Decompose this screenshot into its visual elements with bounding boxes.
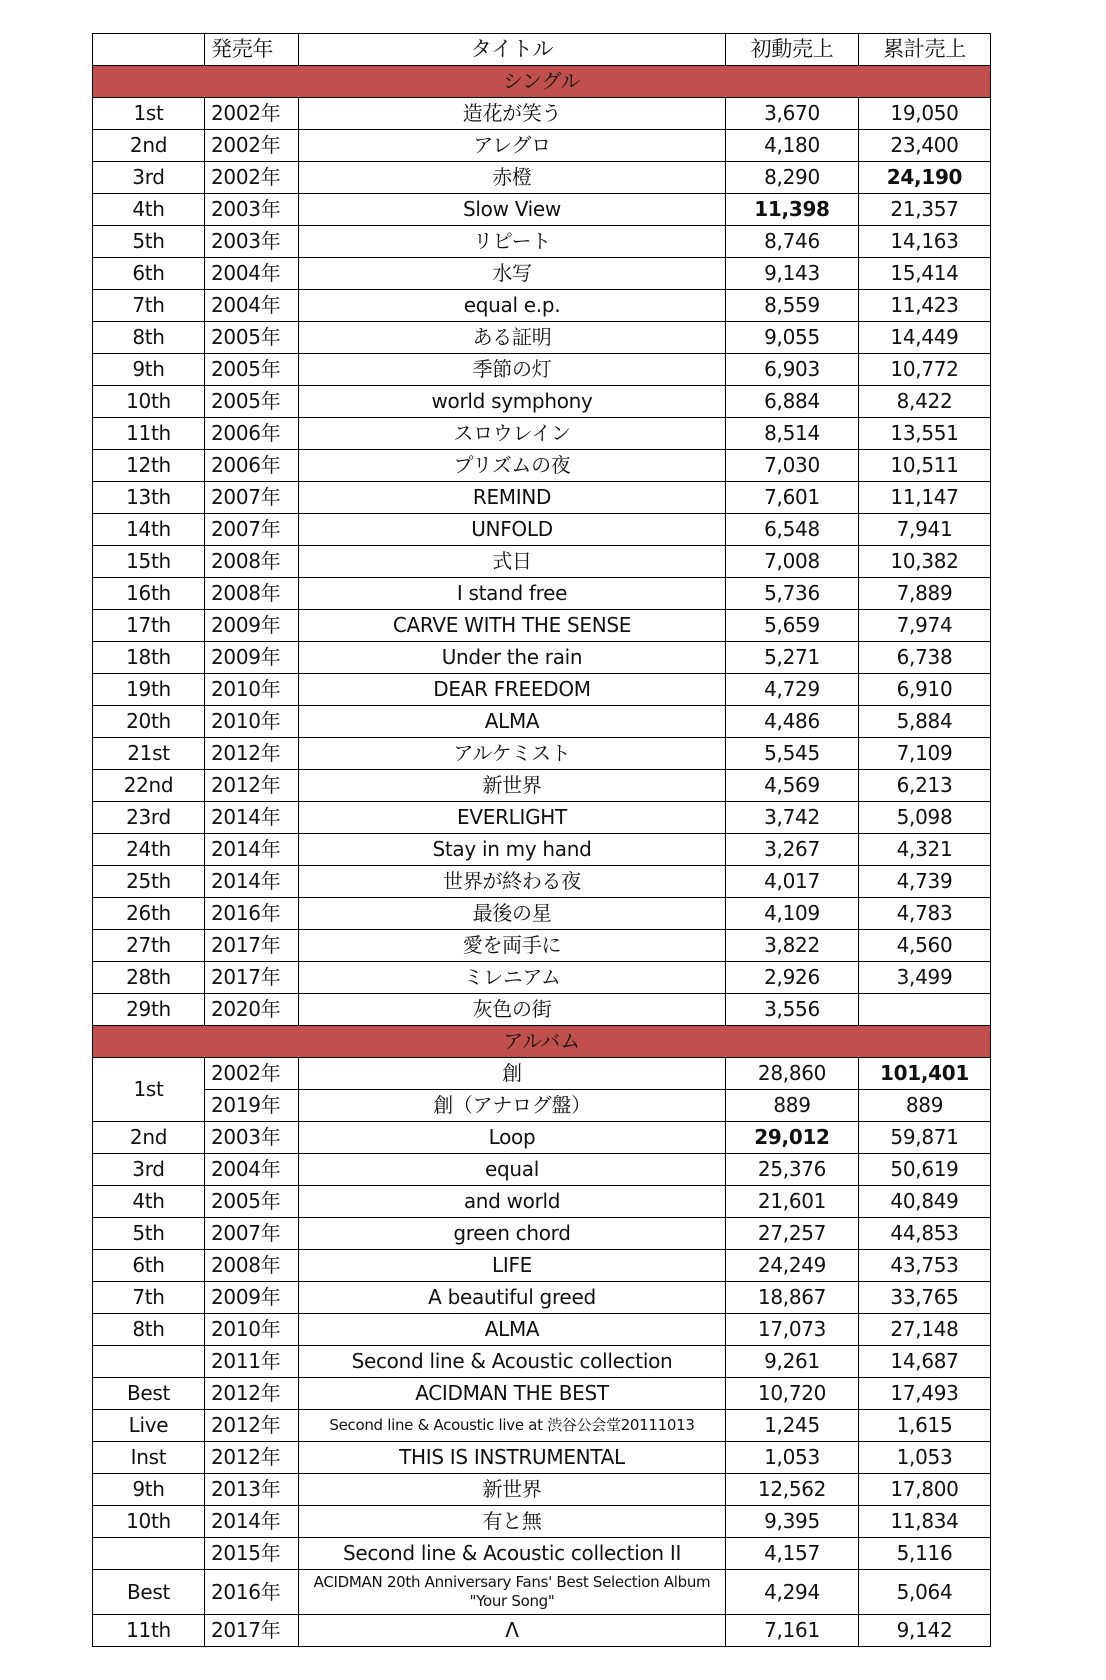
header-first-week: 初動売上 <box>726 34 859 66</box>
first-week-sales: 4,180 <box>726 130 859 162</box>
row-number: 3rd <box>93 1154 205 1186</box>
release-title: 赤橙 <box>299 162 726 194</box>
total-sales: 15,414 <box>859 258 991 290</box>
table-row <box>93 866 991 898</box>
release-year: 2016年 <box>205 1570 299 1615</box>
first-week-sales: 27,257 <box>726 1218 859 1250</box>
table-row <box>93 162 991 194</box>
release-year: 2015年 <box>205 1538 299 1570</box>
first-week-sales: 4,486 <box>726 706 859 738</box>
first-week-sales: 3,670 <box>726 98 859 130</box>
release-title: アルケミスト <box>299 738 726 770</box>
total-sales: 14,449 <box>859 322 991 354</box>
release-year: 2002年 <box>205 1058 299 1090</box>
total-sales: 40,849 <box>859 1186 991 1218</box>
row-number: 7th <box>93 290 205 322</box>
row-number: 11th <box>93 1615 205 1647</box>
row-number: 8th <box>93 322 205 354</box>
release-title: 有と無 <box>299 1506 726 1538</box>
table-row <box>93 1186 991 1218</box>
first-week-sales: 8,514 <box>726 418 859 450</box>
total-sales: 1,615 <box>859 1410 991 1442</box>
total-sales: 14,687 <box>859 1346 991 1378</box>
release-title: ACIDMAN THE BEST <box>299 1378 726 1410</box>
total-sales <box>859 994 991 1026</box>
first-week-sales: 2,926 <box>726 962 859 994</box>
table-row <box>93 674 991 706</box>
total-sales: 1,053 <box>859 1442 991 1474</box>
table-row <box>93 98 991 130</box>
table-row <box>93 1090 991 1122</box>
row-number: 21st <box>93 738 205 770</box>
row-number: 29th <box>93 994 205 1026</box>
first-week-sales: 9,261 <box>726 1346 859 1378</box>
total-sales: 11,147 <box>859 482 991 514</box>
row-number: 1st <box>93 1058 205 1122</box>
table-row <box>93 898 991 930</box>
first-week-sales: 18,867 <box>726 1282 859 1314</box>
release-year: 2005年 <box>205 1186 299 1218</box>
table-row <box>93 994 991 1026</box>
total-sales: 11,834 <box>859 1506 991 1538</box>
section-label-singles: シングル <box>93 66 991 98</box>
total-sales: 889 <box>859 1090 991 1122</box>
release-year: 2011年 <box>205 1346 299 1378</box>
release-year: 2008年 <box>205 1250 299 1282</box>
total-sales: 3,499 <box>859 962 991 994</box>
first-week-sales: 6,548 <box>726 514 859 546</box>
row-number: 23rd <box>93 802 205 834</box>
release-title: アレグロ <box>299 130 726 162</box>
first-week-sales: 1,245 <box>726 1410 859 1442</box>
release-year: 2009年 <box>205 642 299 674</box>
first-week-sales: 7,601 <box>726 482 859 514</box>
release-title: CARVE WITH THE SENSE <box>299 610 726 642</box>
release-year: 2006年 <box>205 450 299 482</box>
first-week-sales: 6,884 <box>726 386 859 418</box>
total-sales: 24,190 <box>859 162 991 194</box>
first-week-sales: 10,720 <box>726 1378 859 1410</box>
first-week-sales: 9,143 <box>726 258 859 290</box>
total-sales: 5,884 <box>859 706 991 738</box>
release-title: Λ <box>299 1615 726 1647</box>
total-sales: 7,941 <box>859 514 991 546</box>
first-week-sales: 5,545 <box>726 738 859 770</box>
total-sales: 5,098 <box>859 802 991 834</box>
total-sales: 4,783 <box>859 898 991 930</box>
release-title: ACIDMAN 20th Anniversary Fans' Best Selection Album "Your Song" <box>299 1570 726 1615</box>
release-year: 2004年 <box>205 290 299 322</box>
release-year: 2008年 <box>205 578 299 610</box>
first-week-sales: 8,746 <box>726 226 859 258</box>
row-number: 7th <box>93 1282 205 1314</box>
release-title: 新世界 <box>299 770 726 802</box>
row-number: 28th <box>93 962 205 994</box>
table-row <box>93 514 991 546</box>
release-title: プリズムの夜 <box>299 450 726 482</box>
row-number: 4th <box>93 1186 205 1218</box>
section-row-albums <box>93 1026 991 1058</box>
first-week-sales: 8,290 <box>726 162 859 194</box>
release-year: 2007年 <box>205 1218 299 1250</box>
release-year: 2009年 <box>205 610 299 642</box>
first-week-sales: 7,030 <box>726 450 859 482</box>
release-title: Second line & Acoustic live at 渋谷公会堂20111013 <box>299 1410 726 1442</box>
release-title: 創（アナログ盤） <box>299 1090 726 1122</box>
total-sales: 4,739 <box>859 866 991 898</box>
release-title: ALMA <box>299 1314 726 1346</box>
table-row <box>93 130 991 162</box>
first-week-sales: 29,012 <box>726 1122 859 1154</box>
release-title: Stay in my hand <box>299 834 726 866</box>
first-week-sales: 9,395 <box>726 1506 859 1538</box>
table-row <box>93 706 991 738</box>
total-sales: 17,800 <box>859 1474 991 1506</box>
release-year: 2016年 <box>205 898 299 930</box>
row-number: 19th <box>93 674 205 706</box>
first-week-sales: 7,161 <box>726 1615 859 1647</box>
row-number: 5th <box>93 226 205 258</box>
row-number: 17th <box>93 610 205 642</box>
release-year: 2002年 <box>205 98 299 130</box>
release-title: スロウレイン <box>299 418 726 450</box>
total-sales: 11,423 <box>859 290 991 322</box>
total-sales: 19,050 <box>859 98 991 130</box>
release-title: 新世界 <box>299 1474 726 1506</box>
release-title: green chord <box>299 1218 726 1250</box>
table-row <box>93 1346 991 1378</box>
total-sales: 7,974 <box>859 610 991 642</box>
release-title: 造花が笑う <box>299 98 726 130</box>
row-number: 4th <box>93 194 205 226</box>
first-week-sales: 5,659 <box>726 610 859 642</box>
first-week-sales: 4,294 <box>726 1570 859 1615</box>
release-year: 2017年 <box>205 930 299 962</box>
total-sales: 17,493 <box>859 1378 991 1410</box>
release-title: LIFE <box>299 1250 726 1282</box>
total-sales: 5,116 <box>859 1538 991 1570</box>
first-week-sales: 3,267 <box>726 834 859 866</box>
release-year: 2008年 <box>205 546 299 578</box>
total-sales: 44,853 <box>859 1218 991 1250</box>
row-number: 11th <box>93 418 205 450</box>
release-title: ミレニアム <box>299 962 726 994</box>
row-number: 26th <box>93 898 205 930</box>
table-row <box>93 1474 991 1506</box>
release-year: 2014年 <box>205 834 299 866</box>
section-row-singles <box>93 66 991 98</box>
first-week-sales: 1,053 <box>726 1442 859 1474</box>
table-row <box>93 354 991 386</box>
release-year: 2017年 <box>205 1615 299 1647</box>
total-sales: 5,064 <box>859 1570 991 1615</box>
table-row <box>93 1615 991 1647</box>
first-week-sales: 3,556 <box>726 994 859 1026</box>
release-title: 水写 <box>299 258 726 290</box>
release-year: 2010年 <box>205 1314 299 1346</box>
first-week-sales: 4,157 <box>726 1538 859 1570</box>
table-row <box>93 1442 991 1474</box>
row-number: 14th <box>93 514 205 546</box>
row-number: 8th <box>93 1314 205 1346</box>
release-title: 灰色の街 <box>299 994 726 1026</box>
total-sales: 27,148 <box>859 1314 991 1346</box>
first-week-sales: 7,008 <box>726 546 859 578</box>
header-total: 累計売上 <box>859 34 991 66</box>
table-row <box>93 1122 991 1154</box>
header-title: タイトル <box>299 34 726 66</box>
table-row <box>93 1058 991 1090</box>
release-year: 2005年 <box>205 354 299 386</box>
table-row <box>93 1282 991 1314</box>
total-sales: 9,142 <box>859 1615 991 1647</box>
release-year: 2002年 <box>205 130 299 162</box>
row-number: 2nd <box>93 1122 205 1154</box>
table-row <box>93 834 991 866</box>
first-week-sales: 5,271 <box>726 642 859 674</box>
row-number: 24th <box>93 834 205 866</box>
header-year: 発売年 <box>205 34 299 66</box>
row-number: 10th <box>93 386 205 418</box>
release-title: I stand free <box>299 578 726 610</box>
release-year: 2007年 <box>205 514 299 546</box>
release-year: 2012年 <box>205 1442 299 1474</box>
release-year: 2014年 <box>205 1506 299 1538</box>
row-number: 6th <box>93 258 205 290</box>
total-sales: 10,382 <box>859 546 991 578</box>
section-label-albums: アルバム <box>93 1026 991 1058</box>
first-week-sales: 4,017 <box>726 866 859 898</box>
first-week-sales: 3,742 <box>726 802 859 834</box>
first-week-sales: 11,398 <box>726 194 859 226</box>
release-year: 2003年 <box>205 1122 299 1154</box>
release-title: Second line & Acoustic collection II <box>299 1538 726 1570</box>
release-title: 季節の灯 <box>299 354 726 386</box>
first-week-sales: 12,562 <box>726 1474 859 1506</box>
total-sales: 21,357 <box>859 194 991 226</box>
row-number: 2nd <box>93 130 205 162</box>
release-year: 2006年 <box>205 418 299 450</box>
release-title: THIS IS INSTRUMENTAL <box>299 1442 726 1474</box>
table-row <box>93 1538 991 1570</box>
total-sales: 6,738 <box>859 642 991 674</box>
table-row <box>93 482 991 514</box>
table-row <box>93 1570 991 1615</box>
row-number <box>93 1538 205 1570</box>
table-row <box>93 546 991 578</box>
first-week-sales: 17,073 <box>726 1314 859 1346</box>
row-number: 20th <box>93 706 205 738</box>
row-number: Best <box>93 1570 205 1615</box>
table-row <box>93 1250 991 1282</box>
row-number: Inst <box>93 1442 205 1474</box>
release-title: 創 <box>299 1058 726 1090</box>
table-row <box>93 1506 991 1538</box>
first-week-sales: 28,860 <box>726 1058 859 1090</box>
release-title: 式日 <box>299 546 726 578</box>
row-number: 5th <box>93 1218 205 1250</box>
first-week-sales: 4,569 <box>726 770 859 802</box>
release-title: Loop <box>299 1122 726 1154</box>
release-title: equal e.p. <box>299 290 726 322</box>
row-number: 27th <box>93 930 205 962</box>
total-sales: 43,753 <box>859 1250 991 1282</box>
row-number: 1st <box>93 98 205 130</box>
table-row <box>93 642 991 674</box>
first-week-sales: 4,109 <box>726 898 859 930</box>
release-title: Under the rain <box>299 642 726 674</box>
release-year: 2014年 <box>205 802 299 834</box>
table-row <box>93 738 991 770</box>
total-sales: 50,619 <box>859 1154 991 1186</box>
release-year: 2004年 <box>205 258 299 290</box>
row-number: 15th <box>93 546 205 578</box>
table-row <box>93 962 991 994</box>
table-row <box>93 194 991 226</box>
total-sales: 7,109 <box>859 738 991 770</box>
row-number: 9th <box>93 354 205 386</box>
row-number: 10th <box>93 1506 205 1538</box>
release-year: 2012年 <box>205 738 299 770</box>
release-year: 2007年 <box>205 482 299 514</box>
release-year: 2009年 <box>205 1282 299 1314</box>
release-year: 2012年 <box>205 1378 299 1410</box>
release-year: 2012年 <box>205 1410 299 1442</box>
release-year: 2017年 <box>205 962 299 994</box>
release-title: DEAR FREEDOM <box>299 674 726 706</box>
first-week-sales: 5,736 <box>726 578 859 610</box>
header-row <box>93 34 991 66</box>
row-number: 18th <box>93 642 205 674</box>
total-sales: 4,321 <box>859 834 991 866</box>
release-year: 2003年 <box>205 194 299 226</box>
release-title: REMIND <box>299 482 726 514</box>
release-year: 2005年 <box>205 386 299 418</box>
table-row <box>93 578 991 610</box>
total-sales: 6,213 <box>859 770 991 802</box>
first-week-sales: 4,729 <box>726 674 859 706</box>
row-number: 22nd <box>93 770 205 802</box>
row-number: Best <box>93 1378 205 1410</box>
release-year: 2002年 <box>205 162 299 194</box>
release-year: 2013年 <box>205 1474 299 1506</box>
release-year: 2003年 <box>205 226 299 258</box>
release-year: 2020年 <box>205 994 299 1026</box>
table-row <box>93 1314 991 1346</box>
header-num <box>93 34 205 66</box>
first-week-sales: 889 <box>726 1090 859 1122</box>
total-sales: 4,560 <box>859 930 991 962</box>
release-title: ALMA <box>299 706 726 738</box>
first-week-sales: 8,559 <box>726 290 859 322</box>
table-row <box>93 418 991 450</box>
release-year: 2004年 <box>205 1154 299 1186</box>
total-sales: 7,889 <box>859 578 991 610</box>
total-sales: 13,551 <box>859 418 991 450</box>
sales-table <box>92 33 991 1647</box>
release-title: リピート <box>299 226 726 258</box>
release-year: 2005年 <box>205 322 299 354</box>
table-row <box>93 770 991 802</box>
release-title: equal <box>299 1154 726 1186</box>
release-title: and world <box>299 1186 726 1218</box>
release-title: EVERLIGHT <box>299 802 726 834</box>
table-row <box>93 930 991 962</box>
table-row <box>93 1218 991 1250</box>
release-title: ある証明 <box>299 322 726 354</box>
table-row <box>93 802 991 834</box>
table-row <box>93 1410 991 1442</box>
release-title: UNFOLD <box>299 514 726 546</box>
row-number <box>93 1346 205 1378</box>
first-week-sales: 6,903 <box>726 354 859 386</box>
row-number: 16th <box>93 578 205 610</box>
table-row <box>93 1378 991 1410</box>
total-sales: 33,765 <box>859 1282 991 1314</box>
release-title: Second line & Acoustic collection <box>299 1346 726 1378</box>
release-title: 世界が終わる夜 <box>299 866 726 898</box>
table-row <box>93 1154 991 1186</box>
release-title: Slow View <box>299 194 726 226</box>
table-row <box>93 610 991 642</box>
row-number: 25th <box>93 866 205 898</box>
release-title: world symphony <box>299 386 726 418</box>
first-week-sales: 25,376 <box>726 1154 859 1186</box>
table-row <box>93 322 991 354</box>
first-week-sales: 9,055 <box>726 322 859 354</box>
table-row <box>93 258 991 290</box>
release-year: 2012年 <box>205 770 299 802</box>
total-sales: 10,772 <box>859 354 991 386</box>
row-number: 6th <box>93 1250 205 1282</box>
total-sales: 23,400 <box>859 130 991 162</box>
row-number: 13th <box>93 482 205 514</box>
total-sales: 59,871 <box>859 1122 991 1154</box>
table-row <box>93 386 991 418</box>
first-week-sales: 3,822 <box>726 930 859 962</box>
release-title: A beautiful greed <box>299 1282 726 1314</box>
release-year: 2014年 <box>205 866 299 898</box>
release-title: 最後の星 <box>299 898 726 930</box>
release-year: 2010年 <box>205 706 299 738</box>
total-sales: 14,163 <box>859 226 991 258</box>
table-row <box>93 226 991 258</box>
row-number: 9th <box>93 1474 205 1506</box>
total-sales: 10,511 <box>859 450 991 482</box>
release-year: 2019年 <box>205 1090 299 1122</box>
table-row <box>93 450 991 482</box>
row-number: 3rd <box>93 162 205 194</box>
total-sales: 101,401 <box>859 1058 991 1090</box>
table-row <box>93 290 991 322</box>
first-week-sales: 24,249 <box>726 1250 859 1282</box>
first-week-sales: 21,601 <box>726 1186 859 1218</box>
total-sales: 8,422 <box>859 386 991 418</box>
row-number: Live <box>93 1410 205 1442</box>
total-sales: 6,910 <box>859 674 991 706</box>
release-title: 愛を両手に <box>299 930 726 962</box>
row-number: 12th <box>93 450 205 482</box>
release-year: 2010年 <box>205 674 299 706</box>
